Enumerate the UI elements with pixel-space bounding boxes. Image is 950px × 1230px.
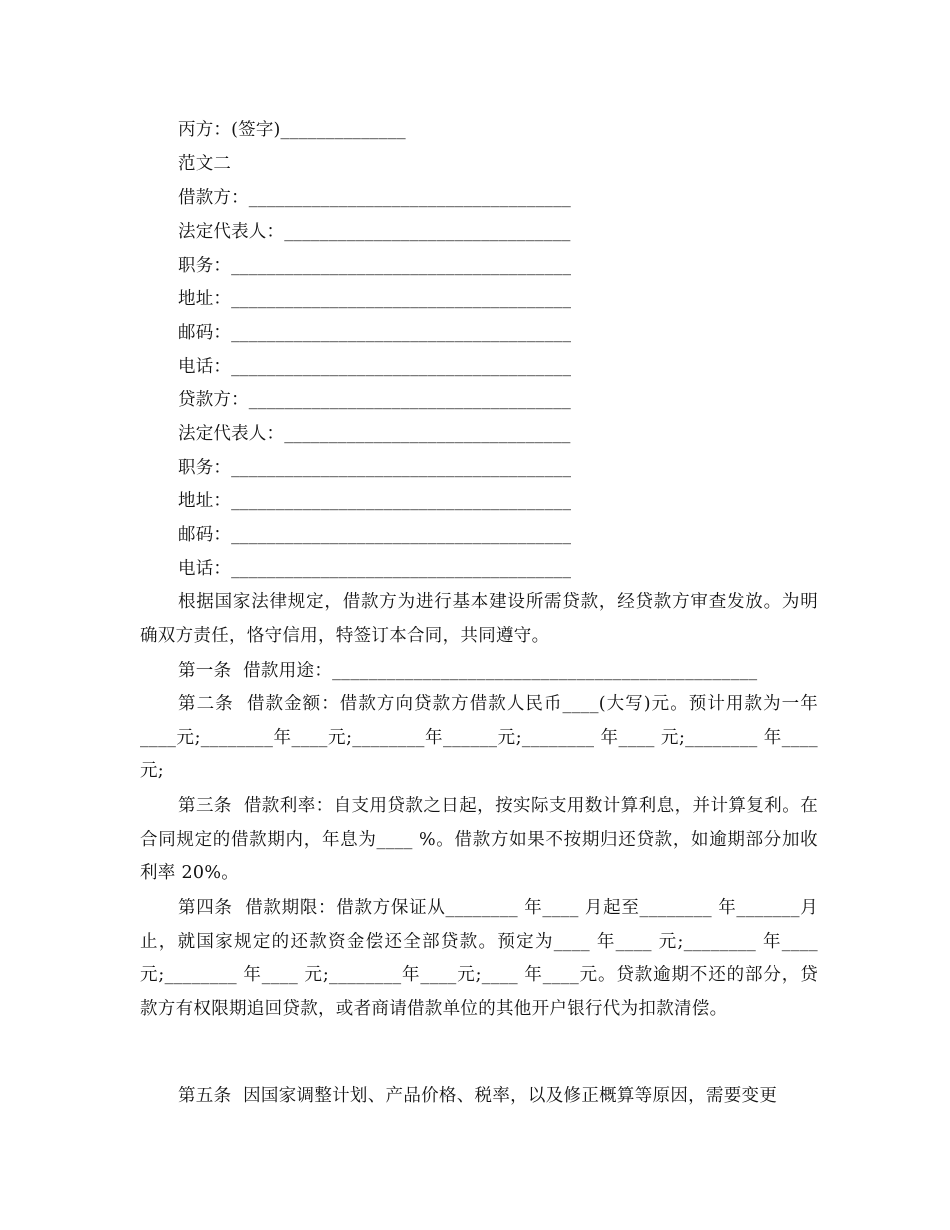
lender-address-field: 地址：______________________________________ [178, 491, 572, 511]
article-5-paragraph: 第五条 因国家调整计划、产品价格、税率，以及修正概算等原因，需要变更 [178, 1086, 778, 1106]
article-3-paragraph: 第三条 借款利率：自支用贷款之日起，按实际支用数计算利息，并计算复利。在合同规定的借款期内，年息为____ %。借款方如果不按期归还贷款，如逾期部分加收利率 20%。 [140, 796, 818, 884]
article-4-paragraph: 第四条 借款期限：借款方保证从________ 年____ 月起至________ 年_______月止，就国家规定的还款资金偿还全部贷款。预定为____ 年____ 元;________ 年____ 元;________ 年____ 元;________年____元;____ 年____元。贷款逾期不还的部分，贷款方有权限期追回贷款，或者商请借款单位的其他开户银行代为扣款清偿。 [140, 898, 824, 1019]
borrower-postcode-field: 邮码：______________________________________ [178, 323, 572, 343]
lender-legal-rep-field: 法定代表人：________________________________ [178, 424, 571, 444]
borrower-field: 借款方：____________________________________ [178, 188, 571, 208]
lender-position-field: 职务：______________________________________ [178, 458, 572, 478]
sample-two-heading: 范文二 [178, 154, 232, 174]
borrower-phone-field: 电话：______________________________________ [178, 357, 572, 377]
borrower-legal-rep-field: 法定代表人：________________________________ [178, 222, 571, 242]
article-2-paragraph: 第二条 借款金额：借款方向贷款方借款人民币____(大写)元。预计用款为一年____元;________年____元;________年______元;________ 年____ 元;________ 年____元; [140, 694, 818, 782]
lender-phone-field: 电话：______________________________________ [178, 559, 572, 579]
preamble-paragraph: 根据国家法律规定，借款方为进行基本建设所需贷款，经贷款方审查发放。为明确双方责任，恪守信用，特签订本合同，共同遵守。 [140, 592, 818, 646]
lender-postcode-field: 邮码：______________________________________ [178, 525, 572, 545]
borrower-position-field: 职务：______________________________________ [178, 256, 572, 276]
borrower-address-field: 地址：______________________________________ [178, 289, 572, 309]
party-c-signature-line: 丙方：(签字)______________ [178, 120, 406, 140]
article-1-paragraph: 第一条 借款用途：_______________________________________________ [178, 661, 758, 681]
lender-field: 贷款方：____________________________________ [178, 390, 571, 410]
